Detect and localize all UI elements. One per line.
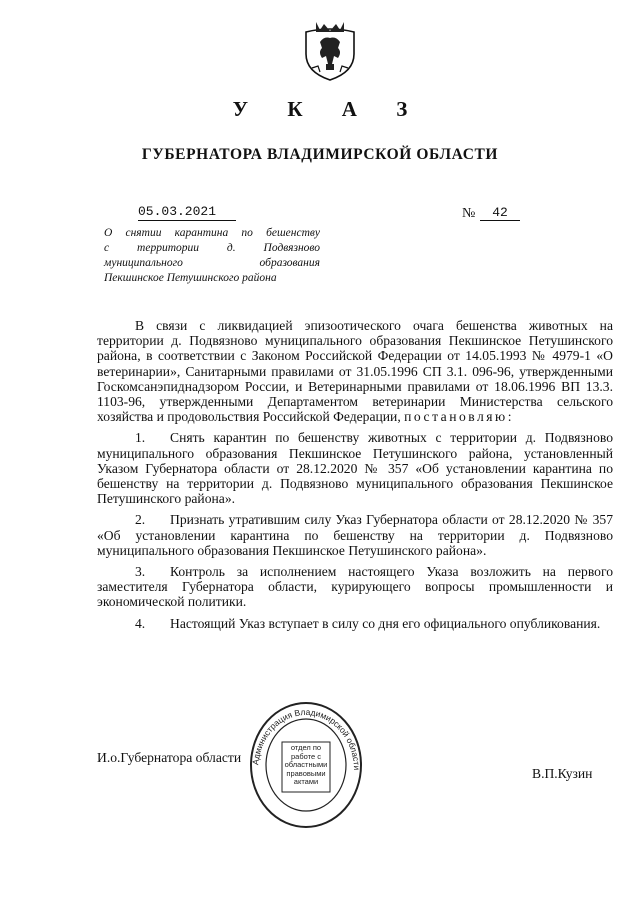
- list-item: [97, 564, 613, 610]
- intro-text: В связи с ликвидацией эпизоотического очага бешенства животных на территории д. Подвязново муниципального образования Пекшинское Петушинского района, в соответствии с Законом Российской Федерации от 14.05.1993 № 4979-1 «О ветеринарии», Санитарными правилами от 31.05.1996 СП 3.1. 096-96, утвержденными Госкомсанэпиднадзором России, и Ветеринарными правилами от 18.06.1996 ВП 13.3. 1103-96, утвержденными Департаментом ветеринарии Министерства сельского хозяйства и продовольствия Российской Федерации,: [97, 318, 613, 425]
- subject-line: с территории д. Подвязново: [104, 242, 320, 254]
- item-number: 2.: [135, 512, 146, 528]
- issuer-title: ГУБЕРНАТОРА ВЛАДИМИРСКОЙ ОБЛАСТИ: [141, 146, 499, 163]
- item-number: 3.: [135, 564, 146, 580]
- signatory-name: В.П.Кузин: [532, 766, 593, 781]
- item-text: Признать утратившим силу Указ Губернатора области от 28.12.2020 № 357 «Об установлении карантина по бешенству на территории д. Подвязново муниципального образования Пекшинское Петушинского района».: [97, 512, 613, 558]
- decree-word: постановляю:: [404, 409, 514, 425]
- item-text: Настоящий Указ вступает в силу со дня его официального опубликования.: [170, 615, 601, 631]
- document-number: 42: [480, 205, 520, 221]
- official-stamp-icon: [248, 700, 364, 830]
- coat-of-arms-icon: [302, 18, 358, 82]
- subject-line: О снятии карантина по бешенству: [104, 227, 320, 239]
- item-text: Контроль за исполнением настоящего Указа возложить на первого заместителя Губернатора области, курирующего вопросы промышленности и экономической политики.: [97, 564, 613, 610]
- document-date: 05.03.2021: [138, 204, 236, 221]
- list-item: [97, 616, 613, 631]
- signatory-position: И.о.Губернатора области: [97, 750, 242, 765]
- list-item: [97, 430, 613, 506]
- list-item: [97, 512, 613, 558]
- subject-line: муниципального образования: [104, 257, 320, 269]
- number-label: №: [462, 206, 476, 221]
- item-number: 1.: [135, 430, 146, 446]
- intro-paragraph: [97, 318, 613, 424]
- subject-line: Пекшинское Петушинского района: [104, 272, 277, 284]
- document-title: У К А З: [232, 97, 425, 121]
- item-text: Снять карантин по бешенству животных с территории д. Подвязново муниципального образования Пекшинское Петушинского района, установленный Указом Губернатора области от 28.12.2020 № 357 «Об установлении карантина по бешенству на территории д. Подвязново муниципального образования Пекшинское Петушинского района».: [97, 430, 613, 507]
- stamp-inner-text: отдел по работе с областными правовыми актами: [284, 744, 328, 786]
- document-body: [97, 318, 613, 637]
- item-number: 4.: [135, 615, 146, 631]
- stamp-outer-text: Администрация Владимирской области: [250, 706, 363, 771]
- document-subject: [104, 226, 320, 286]
